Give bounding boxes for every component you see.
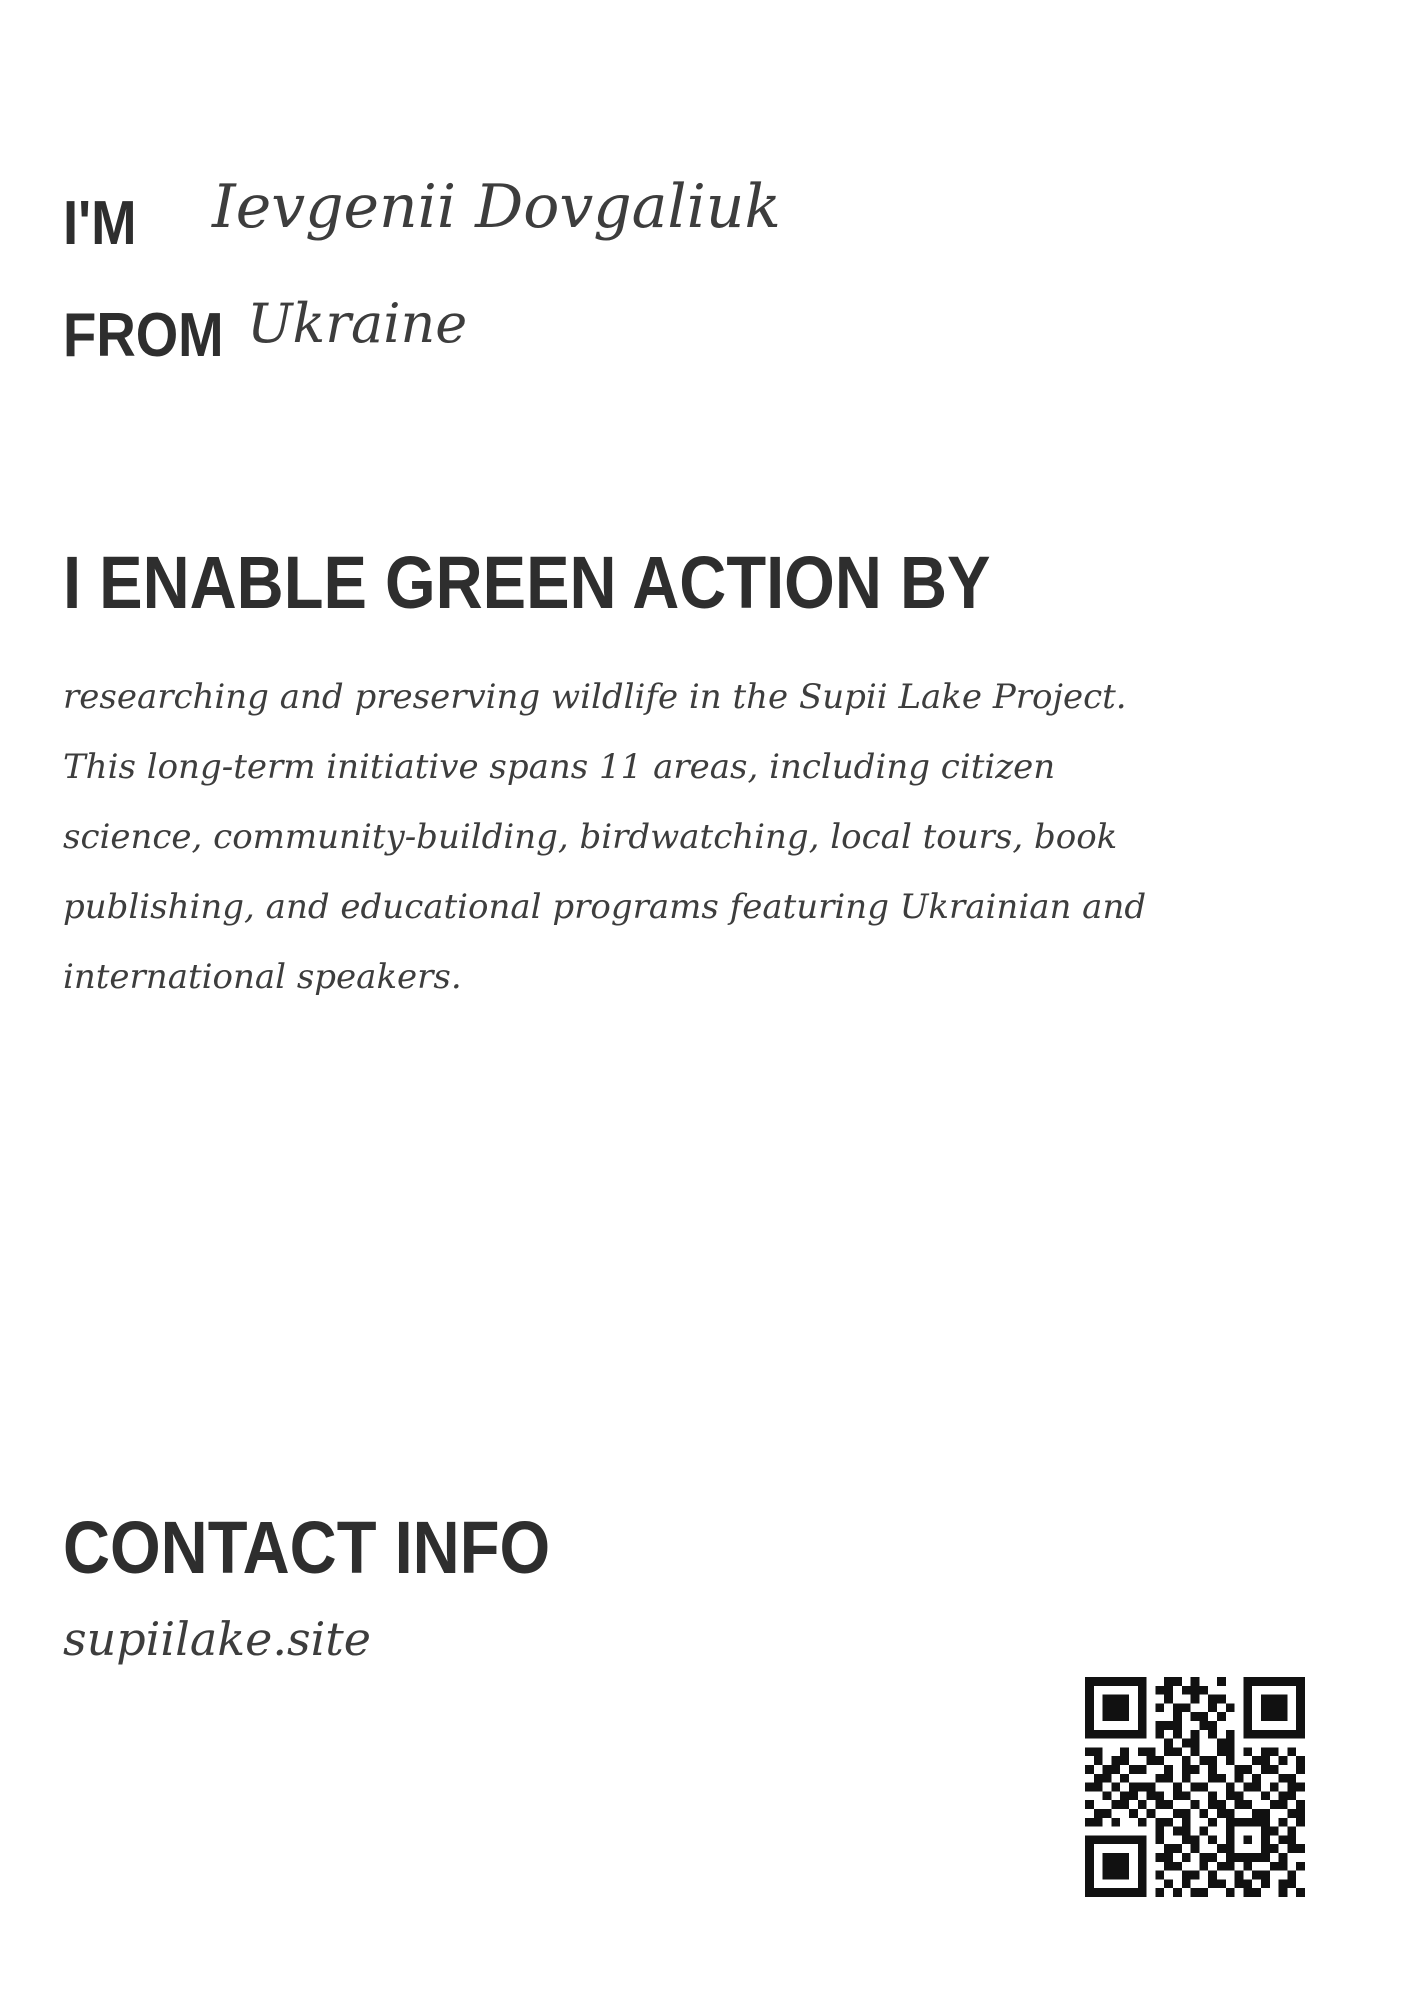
from-label: FROM: [63, 301, 224, 370]
person-name: Ievgenii Dovgaliuk: [212, 172, 781, 242]
im-label: I'M: [63, 189, 137, 258]
contact-info-heading: CONTACT INFO: [63, 1506, 551, 1589]
paragraph-line: This long-term initiative spans 11 areas, including citizen: [63, 747, 1056, 787]
website-url: supiilake.site: [63, 1612, 371, 1666]
country-name: Ukraine: [247, 292, 468, 355]
green-action-paragraph: [63, 662, 1147, 1012]
qr-code: [1085, 1677, 1305, 1897]
paragraph-line: international speakers.: [63, 957, 462, 997]
paragraph-line: researching and preserving wildlife in the Supii Lake Project.: [63, 677, 1127, 717]
paragraph-line: publishing, and educational programs featuring Ukrainian and: [63, 887, 1147, 927]
paragraph-line: science, community-building, birdwatching, local tours, book: [63, 817, 1118, 857]
green-action-heading: I ENABLE GREEN ACTION BY: [63, 541, 991, 624]
